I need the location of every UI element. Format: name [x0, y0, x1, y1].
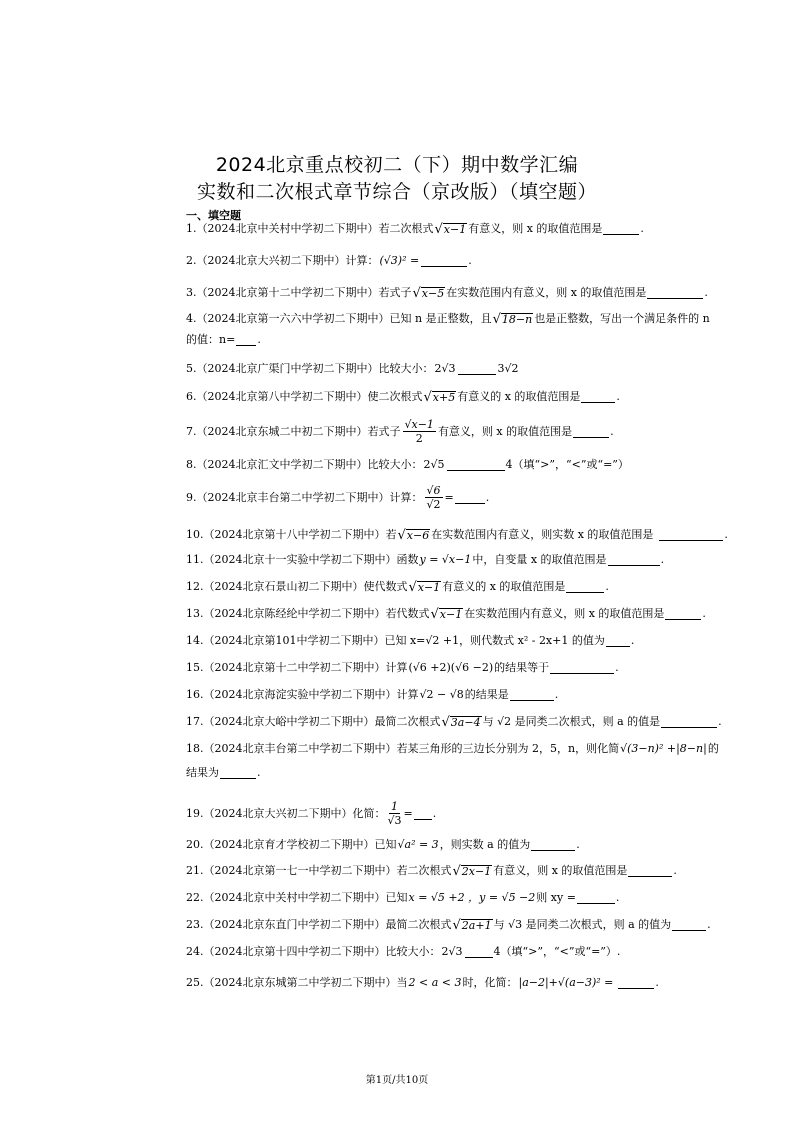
question-text: 23.（2024北京东直门中学初二下期中）最简二次根式 [186, 918, 452, 931]
question-text: 有意义，则 x 的取值范围是 [493, 864, 628, 877]
answer-blank[interactable] [606, 635, 630, 647]
radical: √ x−6 [397, 527, 430, 543]
question-text: 结果为 [186, 766, 219, 779]
math-expression: 2√3 [441, 945, 463, 958]
answer-blank[interactable] [447, 459, 505, 471]
radical: √ 2a+1 [452, 917, 492, 933]
question-text: 22.（2024北京中关村中学初二下期中）已知 [186, 891, 408, 904]
answer-blank[interactable] [577, 892, 615, 904]
math-expression: x = √5 +2 ，y = √5 −2 [408, 891, 536, 904]
answer-blank[interactable] [628, 865, 672, 877]
radical: √ x−1 [434, 221, 467, 237]
answer-blank[interactable] [510, 689, 554, 701]
question-6: 6.（2024北京第八中学初二下期中）使二次根式 √ x+5 有意义的 x 的取值范围是 . [186, 389, 620, 405]
question-18-continued: 结果为 . [186, 766, 261, 779]
answer-blank[interactable] [573, 426, 609, 438]
question-text: 的值：n= [186, 333, 236, 346]
question-text: 18.（2024北京丰台第二中学初二下期中）若某三角形的三边长分别为 2，5，n，则化简 [186, 742, 620, 755]
question-1: 1.（2024北京中关村中学初二下期中）若二次根式 √ x−1 有意义，则 x 的取值范围是 . [186, 221, 644, 237]
question-text: 的 [707, 742, 719, 755]
question-text: 19.（2024北京大兴初二下期中）化简： [186, 806, 386, 820]
math-expression: 2√3 [434, 362, 456, 375]
answer-blank[interactable] [458, 363, 496, 375]
section-heading: 一、填空题 [186, 209, 241, 222]
question-text: 4.（2024北京第一六六中学初二下期中）已知 n 是正整数，且 [186, 312, 492, 325]
question-text: 3.（2024北京第十二中学初二下期中）若式子 [186, 286, 412, 299]
answer-blank[interactable] [566, 581, 604, 593]
answer-blank[interactable] [465, 946, 493, 958]
question-21: 21.（2024北京第一七一中学初二下期中）若二次根式 √ 2x−1 有意义，则 x 的取值范围是 . [186, 863, 677, 879]
question-text: 13.（2024北京陈经纶中学初二下期中）若代数式 [186, 607, 430, 620]
answer-blank[interactable] [647, 287, 703, 299]
question-text: 21.（2024北京第一七一中学初二下期中）若二次根式 [186, 864, 452, 877]
question-text: 7.（2024北京东城二中初二下期中）若式子 [186, 424, 401, 438]
question-text: 有意义，则 x 的取值范围是 [468, 222, 603, 235]
question-25: 25.（2024北京东城第二中学初二下期中）当 2 < a < 3 时，化简： |a−2|+√(a−3)² = . [186, 976, 659, 989]
document-title: 2024北京重点校初二（下）期中数学汇编 [215, 154, 579, 176]
question-12: 12.（2024北京石景山初二下期中）使代数式 √ x−1 有意义的 x 的取值范围是 . [186, 579, 609, 595]
math-expression: 3√2 [497, 362, 519, 375]
question-text: 11.（2024北京十一实验中学初二下期中）函数 [186, 553, 419, 566]
question-15: 15.（2024北京第十二中学初二下期中）计算 (√6 +2)(√6 −2) 的结果等于 . [186, 661, 619, 674]
question-23: 23.（2024北京东直门中学初二下期中）最简二次根式 √ 2a+1 与 √3 是同类二次根式，则 a 的值为 . [186, 917, 711, 933]
radical: √ 3a−4 [441, 714, 481, 730]
answer-blank[interactable] [236, 334, 256, 346]
question-4-continued: 的值：n= . [186, 333, 261, 346]
question-text: 有意义，则 x 的取值范围是 [437, 424, 573, 438]
answer-blank[interactable] [550, 662, 614, 674]
radical: √ x+5 [423, 389, 456, 405]
question-5 [186, 362, 520, 376]
math-expression: √a² = 3 [397, 838, 439, 851]
question-text: 有意义的 x 的取值范围是 [457, 390, 581, 403]
question-4 [186, 312, 710, 326]
question-text: 有意义的 x 的取值范围是 [442, 580, 566, 593]
answer-blank[interactable] [608, 554, 660, 566]
question-text: 4（填“>”，“<”或“=”）. [493, 945, 621, 958]
question-24 [186, 945, 620, 959]
question-14: 14.（2024北京第101中学初二下期中）已知 x=√2 +1，则代数式 x² - 2x+1 的值为 . [186, 634, 635, 647]
question-7: 7.（2024北京东城二中初二下期中）若式子 $\frac{√x-1}{2}$ 有意义，则 x 的取值范围是 . [186, 418, 614, 445]
question-text: 与 √3 是同类二次根式，则 a 的值为 [493, 918, 672, 931]
answer-blank[interactable] [455, 492, 485, 504]
math-expression: √(3−n)² +|8−n| [620, 742, 707, 755]
radical: √ 18−n [492, 311, 533, 327]
fraction: $\frac{1}{√3}$ [387, 800, 402, 827]
question-text: ，则实数 a 的值为 [439, 838, 531, 851]
answer-blank[interactable] [659, 529, 723, 541]
answer-blank[interactable] [220, 767, 256, 779]
question-text: 8.（2024北京汇文中学初二下期中）比较大小： [186, 458, 423, 471]
math-expression: 2√5 [423, 458, 445, 471]
radical: √ 2x−1 [452, 863, 492, 879]
math-expression: |a−2|+√(a−3)² = [518, 976, 614, 989]
question-text: 15.（2024北京第十二中学初二下期中）计算 [186, 661, 408, 674]
question-text: 5.（2024北京广渠门中学初二下期中）比较大小： [186, 362, 434, 375]
question-10: 10.（2024北京第十八中学初二下期中）若 √ x−6 在实数范围内有意义，则实数 x 的取值范围是 . [186, 527, 728, 543]
question-text: 25.（2024北京东城第二中学初二下期中）当 [186, 976, 408, 989]
question-9: 9.（2024北京丰台第二中学初二下期中）计算： $\frac{√6}{√2}$ = . [186, 484, 490, 511]
question-text: 6.（2024北京第八中学初二下期中）使二次根式 [186, 390, 423, 403]
answer-blank[interactable] [618, 977, 654, 989]
question-text: 24.（2024北京第十四中学初二下期中）比较大小： [186, 945, 441, 958]
question-16: 16.（2024北京海淀实验中学初二下期中）计算 √2 − √8 的结果是 . [186, 688, 559, 701]
question-text: 在实数范围内有意义，则 x 的取值范围是 [446, 286, 647, 299]
question-text: 2.（2024北京大兴初二下期中）计算： [186, 254, 379, 267]
question-text: 12.（2024北京石景山初二下期中）使代数式 [186, 580, 408, 593]
fraction: $\frac{√x-1}{2}$ [404, 418, 434, 445]
answer-blank[interactable] [531, 839, 575, 851]
answer-blank[interactable] [661, 716, 717, 728]
question-8 [186, 458, 629, 472]
radical: √ x−1 [430, 606, 463, 622]
question-text: 则 xy = [536, 891, 576, 904]
question-text: 时，化简： [462, 976, 518, 989]
radical: √ x−5 [412, 285, 445, 301]
question-text: 10.（2024北京第十八中学初二下期中）若 [186, 528, 397, 541]
question-18 [186, 742, 719, 756]
fraction: $\frac{√6}{√2}$ [426, 484, 441, 511]
page-number: 第1页/共10页 [365, 1075, 429, 1086]
math-expression: (√6 +2)(√6 −2) [408, 661, 494, 674]
question-text: 在实数范围内有意义，则实数 x 的取值范围是 [431, 528, 654, 541]
question-text: 17.（2024北京大峪中学初二下期中）最简二次根式 [186, 715, 441, 728]
question-text: 中，自变量 x 的取值范围是 [472, 553, 607, 566]
question-text: 14.（2024北京第101中学初二下期中）已知 x=√2 +1，则代数式 x² - 2x+1 的值为 [186, 634, 605, 647]
answer-blank[interactable] [414, 808, 432, 820]
question-11: 11.（2024北京十一实验中学初二下期中）函数 y = √x−1 中，自变量 x 的取值范围是 . [186, 553, 665, 566]
answer-blank[interactable] [665, 608, 701, 620]
question-text: 的结果是 [464, 688, 509, 701]
math-expression: (√3)² = [379, 254, 420, 267]
question-22: 22.（2024北京中关村中学初二下期中）已知 x = √5 +2 ，y = √5 −2 则 xy = . [186, 891, 620, 904]
question-text: 9.（2024北京丰台第二中学初二下期中）计算： [186, 490, 423, 504]
question-text: 也是正整数，写出一个满足条件的 n [534, 312, 710, 325]
answer-blank[interactable] [603, 223, 639, 235]
question-text: 20.（2024北京育才学校初二下期中）已知 [186, 838, 397, 851]
radical: √ x−1 [408, 579, 441, 595]
question-text: 在实数范围内有意义，则 x 的取值范围是 [464, 607, 665, 620]
question-text: 4（填“>”，“<”或“=”） [505, 458, 629, 471]
question-text: 的结果等于 [494, 661, 550, 674]
question-text: 16.（2024北京海淀实验中学初二下期中）计算 [186, 688, 419, 701]
question-17: 17.（2024北京大峪中学初二下期中）最简二次根式 √ 3a−4 与 √2 是同类二次根式，则 a 的值是 . [186, 714, 722, 730]
answer-blank[interactable] [672, 919, 706, 931]
question-text: 1.（2024北京中关村中学初二下期中）若二次根式 [186, 222, 434, 235]
math-expression: y = √x−1 [419, 553, 472, 566]
document-subtitle: 实数和二次根式章节综合（京改版）（填空题） [196, 181, 597, 203]
question-3: 3.（2024北京第十二中学初二下期中）若式子 √ x−5 在实数范围内有意义，则 x 的取值范围是 . [186, 285, 708, 301]
question-20: 20.（2024北京育才学校初二下期中）已知 √a² = 3 ，则实数 a 的值为 . [186, 838, 580, 851]
math-expression: √2 − √8 [419, 688, 464, 701]
question-text: 与 √2 是同类二次根式，则 a 的值是 [482, 715, 661, 728]
answer-blank[interactable] [421, 255, 467, 267]
question-19: 19.（2024北京大兴初二下期中）化简： $\frac{1}{√3}$ = . [186, 800, 437, 827]
question-2: 2.（2024北京大兴初二下期中）计算： (√3)² = . [186, 254, 472, 267]
answer-blank[interactable] [581, 391, 615, 403]
question-13: 13.（2024北京陈经纶中学初二下期中）若代数式 √ x−1 在实数范围内有意义，则 x 的取值范围是 . [186, 606, 706, 622]
math-expression: 2 < a < 3 [408, 976, 462, 989]
